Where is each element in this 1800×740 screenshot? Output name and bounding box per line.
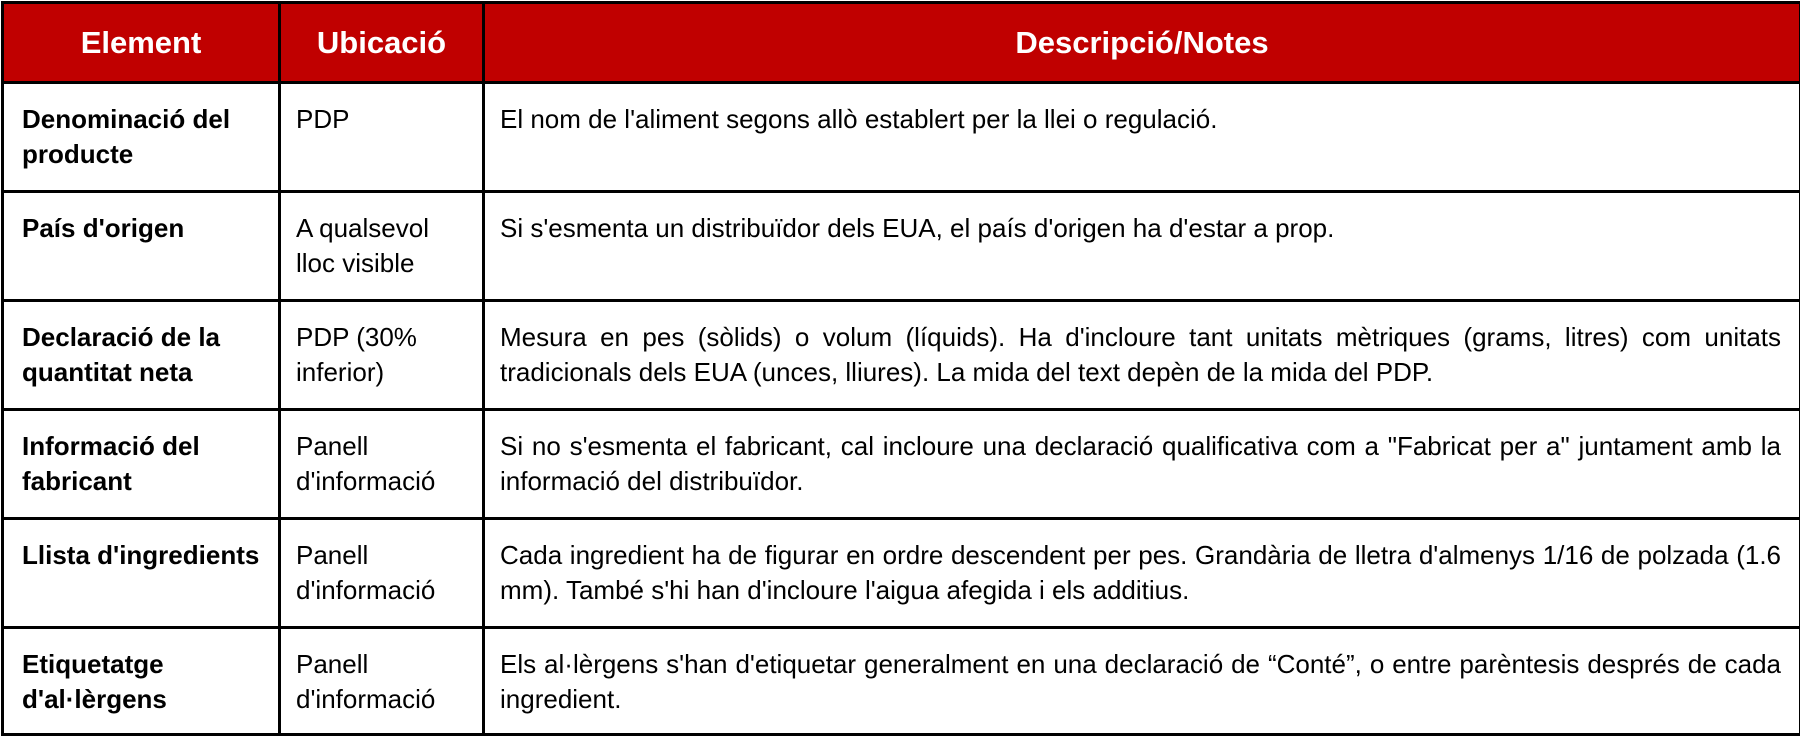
table-row xyxy=(3,192,1800,301)
description-cell: Cada ingredient ha de figurar en ordre descendent per pes. Grandària de lletra d'almenys 1/16 de polzada (1.6 mm). També s'hi han d'incloure l'aigua afegida i els additius. xyxy=(484,519,1800,628)
element-cell: Llista d'ingredients xyxy=(3,519,280,628)
header-element: Element xyxy=(3,3,280,83)
description-cell: Si no s'esmenta el fabricant, cal incloure una declaració qualificativa com a "Fabricat per a" juntament amb la informació del distribuïdor. xyxy=(484,410,1800,519)
element-cell: Denominació del producte xyxy=(3,83,280,192)
element-cell: Etiquetatge d'al·lèrgens xyxy=(3,628,280,735)
table-header xyxy=(3,3,1800,83)
location-cell: A qualsevol lloc visible xyxy=(280,192,484,301)
description-cell: El nom de l'aliment segons allò establert per la llei o regulació. xyxy=(484,83,1800,192)
header-description: Descripció/Notes xyxy=(484,3,1800,83)
element-cell: Informació del fabricant xyxy=(3,410,280,519)
location-cell: PDP xyxy=(280,83,484,192)
element-cell: País d'origen xyxy=(3,192,280,301)
table-body xyxy=(3,83,1800,735)
header-location: Ubicació xyxy=(280,3,484,83)
description-cell: Els al·lèrgens s'han d'etiquetar generalment en una declaració de “Conté”, o entre parèntesis després de cada ingredient. xyxy=(484,628,1800,735)
location-cell: Panell d'informació xyxy=(280,519,484,628)
table-row xyxy=(3,83,1800,192)
labeling-requirements-table xyxy=(1,1,1800,736)
header-row xyxy=(3,3,1800,83)
description-cell: Si s'esmenta un distribuïdor dels EUA, el país d'origen ha d'estar a prop. xyxy=(484,192,1800,301)
location-cell: PDP (30% inferior) xyxy=(280,301,484,410)
location-cell: Panell d'informació xyxy=(280,410,484,519)
table-row xyxy=(3,301,1800,410)
location-cell: Panell d'informació xyxy=(280,628,484,735)
element-cell: Declaració de la quantitat neta xyxy=(3,301,280,410)
table-row xyxy=(3,519,1800,628)
description-cell: Mesura en pes (sòlids) o volum (líquids). Ha d'incloure tant unitats mètriques (grams, litres) com unitats tradicionals dels EUA (unces, lliures). La mida del text depèn de la mida del PDP. xyxy=(484,301,1800,410)
table-row xyxy=(3,628,1800,735)
table-row xyxy=(3,410,1800,519)
